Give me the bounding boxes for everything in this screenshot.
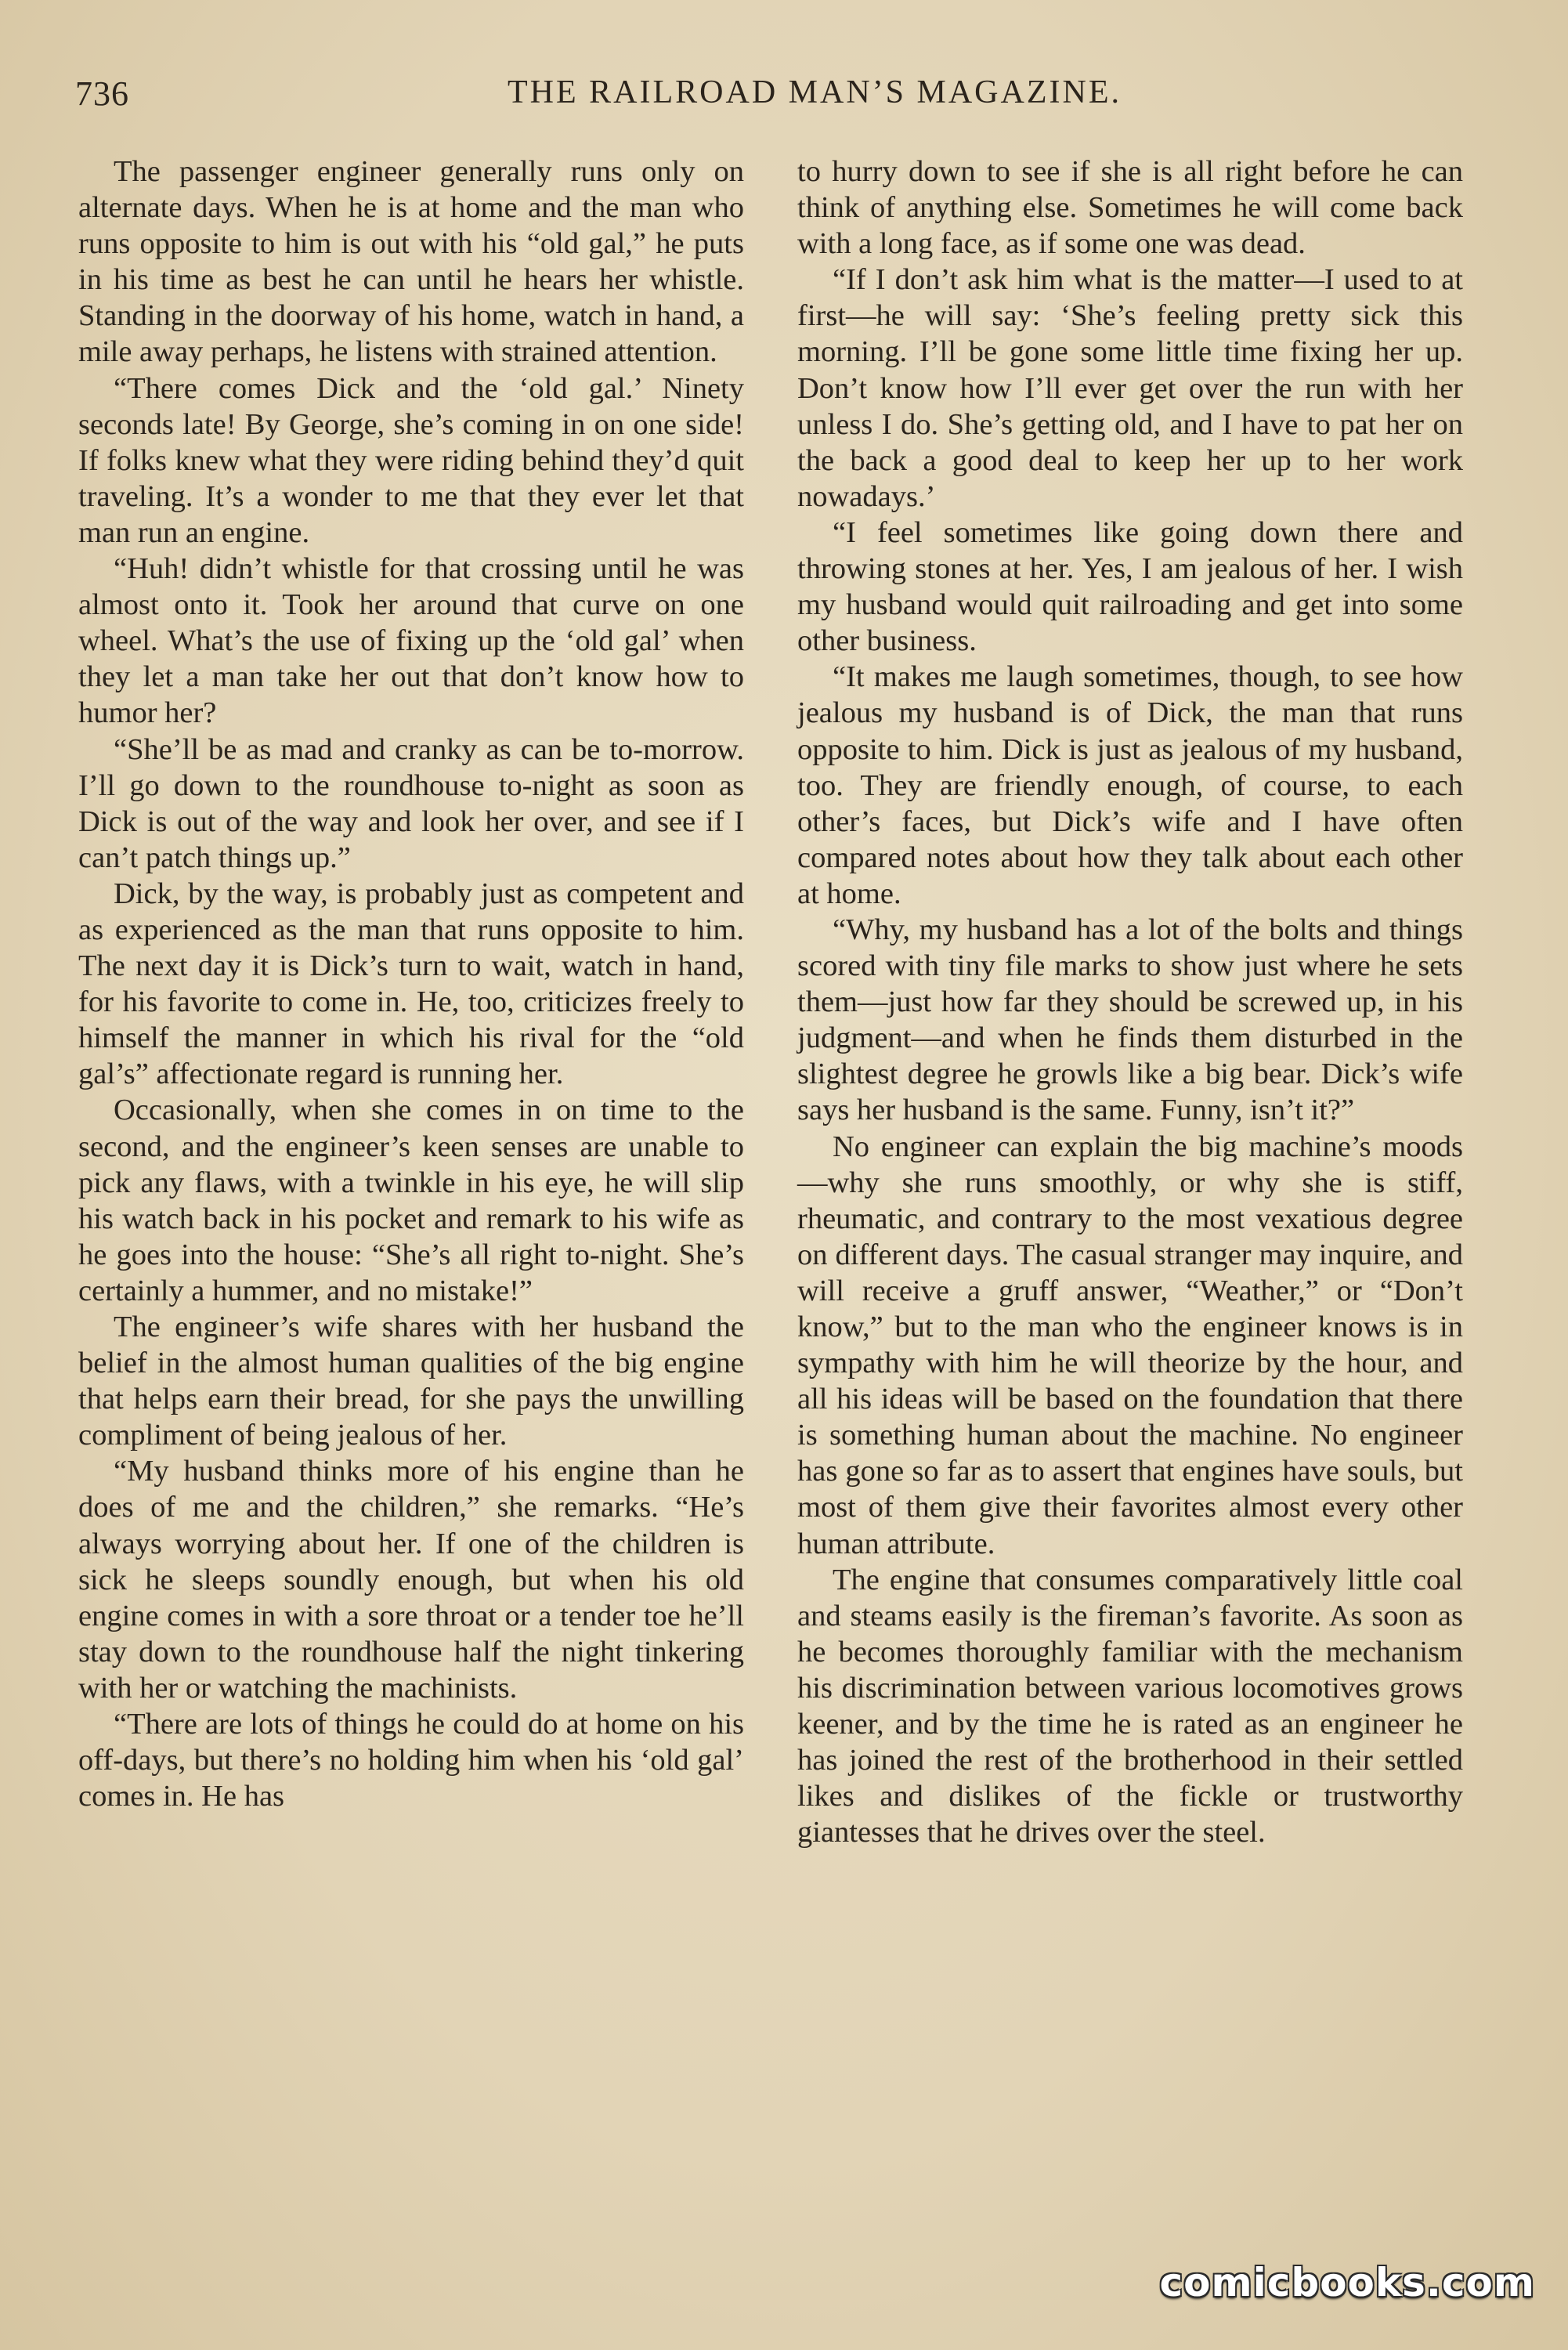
paragraph: “It makes me laugh sometimes, though, to see how jealous my husband is of Dick, the man that runs opposite to him. Dick is just as jealous of my husband, too. They are friendly enough, of course, to each other’s faces, but Dick’s wife and I have often compared notes about how they talk about each other at home. bbox=[797, 660, 1463, 910]
paragraph: Occasionally, when she comes in on time to the second, and the engineer’s keen senses are unable to pick any flaws, with a twinkle in his eye, he will slip his watch back in his pocket and remark to his wife as he goes into the house: “She’s all right to-night. She’s certainly a hummer, and no mistake!” bbox=[78, 1094, 744, 1307]
paragraph: “If I don’t ask him what is the matter—I used to at first—he will say: ‘She’s feeling pretty sick this morning. I’ll be gone some little time fixing her up. Don’t know how I’ll ever get over the run with her unless I do. She’s getting old, and I have to pat her on the back a good deal to keep her up to her work nowadays.’ bbox=[797, 263, 1463, 513]
paragraph: The passenger engineer generally runs only on alternate days. When he is at home and the man who runs opposite to him is out with his “old gal,” he puts in his time as best he can until he hears her whistle. Standing in the doorway of his home, watch in hand, a mile away perhaps, he listens with strained attention. bbox=[78, 155, 744, 369]
paragraph: “There are lots of things he could do at home on his off-days, but there’s no holding him when his ‘old gal’ comes in. He has bbox=[78, 1708, 744, 1813]
paragraph: No engineer can explain the big machine’s moods—why she runs smoothly, or why she is stiff, rheumatic, and contrary to the most vexatious degree on different days. The casual stranger may inquire, and will receive a gruff answer, “Weather,” or “Don’t know,” but to the man who the engineer knows is in sympathy with him he will theorize by the hour, and all his ideas will be based on the foundation that there is something human about the machine. No engineer has gone so far as to assert that engines have souls, but most of them give their favorites almost every other human attribute. bbox=[797, 1130, 1463, 1560]
paragraph: “I feel sometimes like going down there and throwing stones at her. Yes, I am jealous of her. I wish my husband would quit railroading and get into some other business. bbox=[797, 515, 1463, 658]
paragraph: The engine that consumes comparatively little coal and steams easily is the fireman’s favorite. As soon as he becomes thoroughly familiar with the mechanism his discrimination between various locomotives grows keener, and by the time he is rated as an engineer he has joined the rest of the brotherhood in their settled likes and dislikes of the fickle or trustworthy giantesses that he drives over the steel. bbox=[797, 1563, 1463, 1849]
watermark-logo: comicbooks.com bbox=[1159, 2260, 1535, 2305]
paragraph: Dick, by the way, is probably just as competent and as experienced as the man that runs opposite to him. The next day it is Dick’s turn to wait, watch in hand, for his favorite to come in. He, too, criticizes freely to himself the manner in which his rival for the “old gal’s” affectionate regard is running her. bbox=[78, 877, 744, 1091]
paragraph: to hurry down to see if she is all right before he can think of anything else. Sometimes he will come back with a long face, as if some one was dead. bbox=[797, 155, 1463, 261]
paragraph: “My husband thinks more of his engine than he does of me and the children,” she remarks. “He’s always worrying about her. If one of the children is sick he sleeps soundly enough, but when his old engine comes in with a sore throat or a tender toe he’ll stay down to the roundhouse half the night tinkering with her or watching the machinists. bbox=[78, 1455, 744, 1705]
paragraph: “She’ll be as mad and cranky as can be to-morrow. I’ll go down to the roundhouse to-night as soon as Dick is out of the way and look her over, and see if I can’t patch things up.” bbox=[78, 732, 744, 874]
paragraph: “Why, my husband has a lot of the bolts and things scored with tiny file marks to show just where he sets them—just how far they should be screwed up, in his judgment—and when he finds them disturbed in the slightest degree he growls like a big bear. Dick’s wife says her husband is the same. Funny, isn’t it?” bbox=[797, 913, 1463, 1127]
running-head: THE RAILROAD MAN’S MAGAZINE. bbox=[508, 74, 1122, 110]
left-column bbox=[78, 154, 744, 1814]
page-number: 736 bbox=[75, 74, 129, 113]
paragraph: “Huh! didn’t whistle for that crossing until he was almost onto it. Took her around that curve on one wheel. What’s the use of fixing up the ‘old gal’ when they let a man take her out that don’t know how to humor her? bbox=[78, 552, 744, 730]
right-column bbox=[797, 154, 1463, 1850]
paragraph: “There comes Dick and the ‘old gal.’ Ninety seconds late! By George, she’s coming in on one side! If folks knew what they were riding behind they’d quit traveling. It’s a wonder to me that they ever let that man run an engine. bbox=[78, 371, 744, 549]
paragraph: The engineer’s wife shares with her husband the belief in the almost human qualities of the big engine that helps earn their bread, for she pays the unwilling compliment of being jealous of her. bbox=[78, 1311, 744, 1452]
